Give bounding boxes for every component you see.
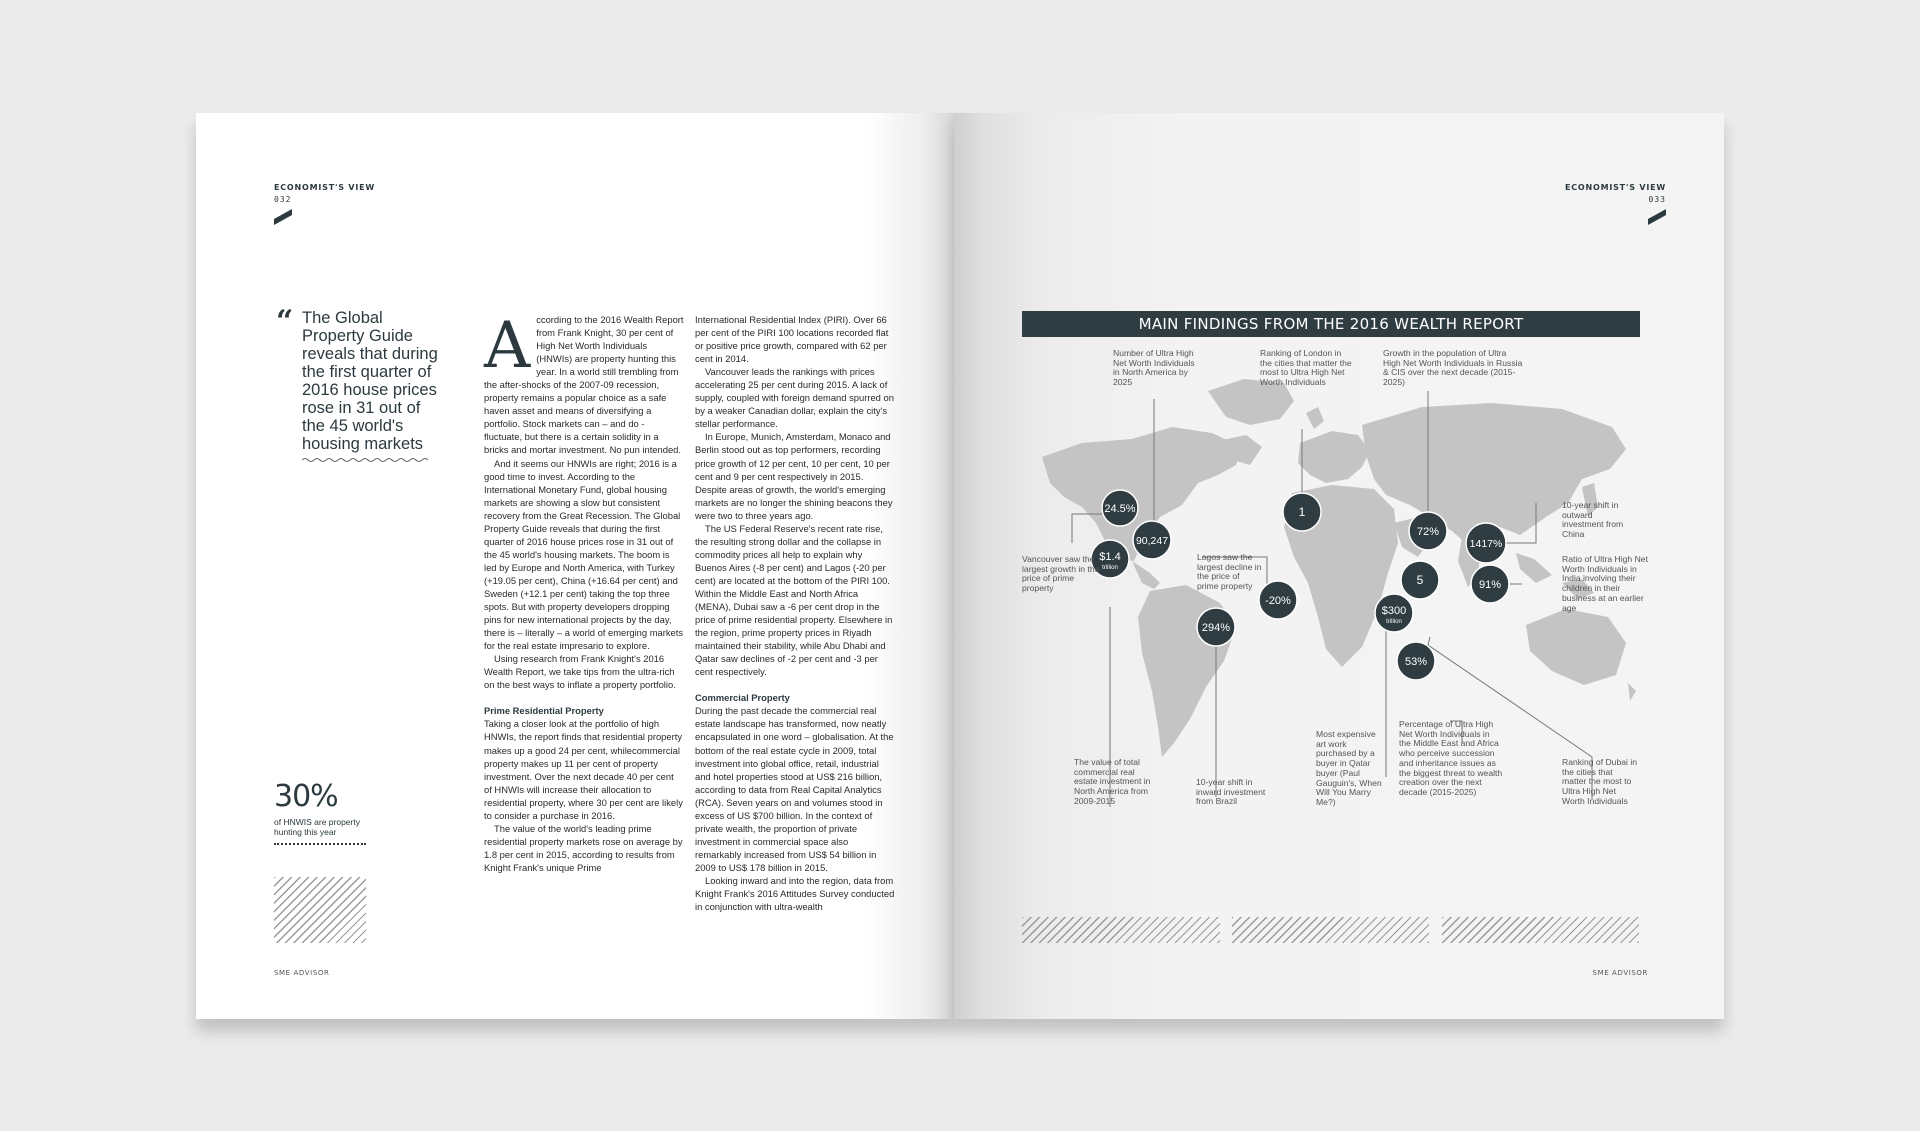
svg-text:$300: $300 [1381, 605, 1407, 617]
footer-brand: SME ADVISOR [1592, 969, 1648, 977]
svg-text:-20%: -20% [1265, 595, 1291, 607]
stat-callout [274, 781, 369, 845]
paragraph: The US Federal Reserve's recent rate rise, the resulting strong dollar and the collapse in commodity prices all help to explain why Buenos Aires (-8 per cent) and Lagos (-20 per cent) are located at the bottom of the PIRI 100. Within the Middle East and North Africa (MENA), Dubai saw a -6 per cent drop in the price of prime residential property. Elsewhere in the region, prime property prices in Riyadh maintained their stability, while Abu Dhabi and Qatar saw declines of -2 per cent and -3 per cent respectively. [695, 522, 893, 678]
label-middle-east: Percentage of Ultra High Net Worth Individuals in the Middle East and Africa who perceive succession and inheritance issues as the biggest threat to wealth creation over the next decade (2015-2025) [1399, 719, 1503, 797]
dotted-divider [274, 843, 366, 845]
bubble-russia [1409, 512, 1447, 550]
bubble-uhnwi-count [1133, 521, 1171, 559]
bubble-middle-east [1397, 642, 1435, 680]
world-map-icon [1042, 379, 1636, 757]
label-artwork: Most expensive art work purchased by a buyer in Qatar buyer (Paul Gauguin's, When Will You Marry Me?) [1316, 729, 1382, 807]
slash-mark-icon [274, 209, 292, 227]
label-uhnwi-north-america: Number of Ultra High Net Worth Individuals in North America by 2025 [1113, 348, 1195, 388]
section-header: ECONOMIST'S VIEW [274, 183, 376, 192]
svg-text:$1.4: $1.4 [1099, 551, 1121, 563]
svg-text:1: 1 [1298, 505, 1306, 519]
paragraph: And it seems our HNWIs are right; 2016 is a good time to invest. According to the International Monetary Fund, global housing markets are showing a slow but consistent recovery from the Great Recession. The Global Property Guide reveals that during the first quarter of 2016 house prices rose in 31 out of the 45 world's housing markets. The boom is led by Europe and North America, with Turkey (+19.05 per cent), China (+16.64 per cent) and Sweden (+12.1 per cent) taking the top three spots. But with property developers dropping pins for new international projects by the day, there is – literally – a world of emerging markets for the real estate impresario to explore. [484, 457, 684, 652]
label-lagos: Lagos saw the largest decline in the price of prime property [1197, 552, 1262, 592]
footer-brand: SME ADVISOR [274, 969, 330, 977]
label-vancouver: Vancouver saw the largest growth in the price of prime property [1022, 554, 1100, 594]
infographic-banner: MAIN FINDINGS FROM THE 2016 WEALTH REPORT [1022, 311, 1640, 337]
drop-cap: A [484, 309, 531, 383]
svg-text:72%: 72% [1416, 526, 1440, 538]
bubble-india [1471, 565, 1509, 603]
svg-text:1417%: 1417% [1469, 538, 1503, 550]
hatched-block [1232, 917, 1429, 943]
squiggle-divider [302, 457, 432, 463]
paragraph: During the past decade the commercial real estate landscape has transformed, now neatly encapsulated in one word – globalisation. At the bottom of the real estate cycle in 2009, total investment into global office, retail, industrial and hotel properties stood at US$ 216 billion, according to data from Real Capital Analytics (RCA). Seven years on and volumes stood in excess of US $700 billion. In the context of private wealth, the proportion of private investment in commercial space also remarkably increased from US$ 54 billion in 2009 to US$ 178 billion in 2015. [695, 705, 894, 873]
paragraph: International Residential Index (PIRI). Over 66 per cent of the PIRI 100 locations recorded flat or positive price growth, compared with 62 per cent in 2014. [695, 314, 889, 365]
article-column-2 [695, 313, 895, 913]
bubble-china [1466, 523, 1506, 563]
paragraph: In Europe, Munich, Amsterdam, Monaco and Berlin stood out as top performers, recording price growth of 12 per cent, 10 per cent, 10 per cent and 9 per cent respectively in 2015. Despite areas of growth, the world's emerging markets are no longer the shining beacons they were two to three years ago. [695, 431, 893, 521]
paragraph: The value of the world's leading prime residential property markets rose on average by 1.8 per cent in 2015, according to results from Knight Frank's unique Prime [484, 822, 683, 873]
svg-text:90,247: 90,247 [1135, 535, 1169, 547]
hatched-block [1022, 917, 1220, 943]
svg-text:91%: 91% [1478, 579, 1502, 591]
label-china: 10-year shift in outward investment from China [1562, 500, 1624, 540]
quote-mark-icon: “ [276, 304, 294, 339]
bubble-lagos [1259, 581, 1297, 619]
label-london: Ranking of London in the cities that matter the most to Ultra High Net Worth Individuals [1260, 348, 1352, 388]
paragraph: Taking a closer look at the portfolio of high HNWIs, the report finds that residential property makes up a good 24 per cent, whilecommercial property makes up 11 per cent of property investment. Over the next decade 40 per cent of HNWIs will increase their allocation to residential property, where 30 per cent are likely to consider a purchase in 2016. [484, 718, 683, 821]
svg-text:24.5%: 24.5% [1104, 503, 1136, 515]
page-number: 033 [1648, 195, 1666, 204]
pull-quote-text: The Global Property Guide reveals that during the first quarter of 2016 house prices rose in 31 out of the 45 world's housing markets [302, 309, 438, 453]
stat-caption: of HNWIS are property hunting this year [274, 817, 360, 837]
paragraph: Vancouver leads the rankings with prices accelerating 25 per cent during 2015. A lack of supply, coupled with foreign demand spurred on by a weaker Canadian dollar, explain the city's stellar performance. [695, 366, 894, 430]
magazine-spread [196, 113, 1724, 1019]
paragraph: Using research from Frank Knight's 2016 Wealth Report, we take tips from the ultra-rich on the best ways to inflate a property portfolio. [484, 653, 676, 691]
label-dubai: Ranking of Dubai in the cities that matter the most to Ultra High Net Worth Individuals [1562, 757, 1638, 806]
subheading: Commercial Property [695, 692, 790, 704]
bubble-artwork [1375, 594, 1413, 632]
label-brazil: 10-year shift in inward investment from Brazil [1196, 777, 1266, 807]
right-page [954, 113, 1724, 1019]
hatched-block [1442, 917, 1639, 943]
bubble-north-america-growth [1102, 490, 1138, 526]
paragraph: ccording to the 2016 Wealth Report from Frank Knight, 30 per cent of High Net Worth Individuals (HNWIs) are property hunting this year. In a world still trembling from the after-shocks of the 2007-09 recession, property remains a popular choice as a safe haven asset and means of diversifying a portfolio. Stock markets can – and do - fluctuate, but there is a certain solidity in a bricks and mortar investment. No pun intended. [484, 314, 684, 456]
left-page [196, 113, 954, 1019]
label-russia: Growth in the population of Ultra High Net Worth Individuals in Russia & CIS over the next decade (2015-2025) [1383, 348, 1523, 388]
bubble-dubai [1401, 561, 1439, 599]
svg-text:5: 5 [1416, 573, 1424, 587]
subheading: Prime Residential Property [484, 705, 604, 717]
svg-text:trillion: trillion [1102, 565, 1118, 571]
article-column-1 [484, 309, 684, 874]
svg-text:294%: 294% [1201, 622, 1231, 634]
pull-quote [276, 304, 446, 463]
page-number: 032 [274, 195, 292, 204]
label-india: Ratio of Ultra High Net Worth Individuals in India involving their children in their business at an earlier age [1562, 554, 1648, 613]
section-header: ECONOMIST'S VIEW [1564, 183, 1666, 192]
paragraph: Looking inward and into the region, data from Knight Frank's 2016 Attitudes Survey conducted in conjunction with ultra-wealth [695, 874, 895, 913]
stat-value: 30% [274, 779, 338, 814]
svg-text:53%: 53% [1404, 656, 1428, 668]
bubble-brazil [1197, 608, 1235, 646]
bubble-london [1283, 493, 1321, 531]
svg-text:trillion: trillion [1386, 619, 1402, 625]
slash-mark-icon [1648, 209, 1666, 227]
label-commercial: The value of total commercial real estate investment in North America from 2009-2015 [1074, 757, 1151, 806]
hatched-block [274, 877, 366, 943]
